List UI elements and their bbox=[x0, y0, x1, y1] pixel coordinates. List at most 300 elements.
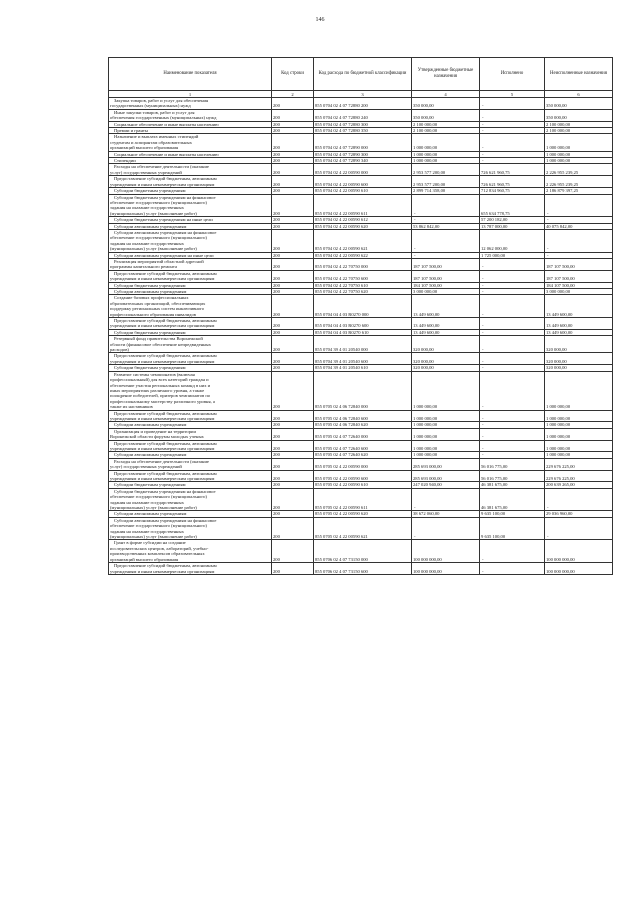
row-line-code: 200 bbox=[272, 517, 314, 540]
row-budget-code: 855 0705 02 4 06 72840 620 bbox=[314, 422, 412, 428]
row-budget-code: 855 0704 39 4 01 20540 000 bbox=[314, 336, 412, 353]
row-approved: 2 899 714 358,00 bbox=[412, 188, 480, 194]
row-name bbox=[109, 295, 272, 318]
row-budget-code: 855 0704 04 4 03 R0270 610 bbox=[314, 329, 412, 335]
row-approved: - bbox=[412, 488, 480, 511]
row-unexecuted: 2 226 955 239,25 bbox=[545, 164, 613, 176]
row-budget-code: 855 0705 02 4 22 00590 600 bbox=[314, 470, 412, 482]
row-unexecuted: 320 000,00 bbox=[545, 336, 613, 353]
row-line-code: 200 bbox=[272, 428, 314, 440]
column-number: 1 bbox=[109, 91, 272, 98]
table-row bbox=[109, 270, 613, 282]
row-budget-code: 855 0705 02 4 22 00590 611 bbox=[314, 488, 412, 511]
row-name-line: учреждениям и иным некоммерческим организациям bbox=[110, 276, 215, 282]
row-budget-code: 855 0704 02 4 22 00590 600 bbox=[314, 176, 412, 188]
row-executed: - bbox=[480, 121, 545, 127]
row-budget-code: 855 0704 02 4 22 00590 611 bbox=[314, 194, 412, 217]
row-name-line: учреждениям и иным некоммерческим организациям bbox=[110, 323, 215, 329]
row-budget-code: 855 0705 02 4 07 72640 620 bbox=[314, 452, 412, 458]
row-name-line: Социальное обеспечение и иные выплаты населению bbox=[114, 151, 219, 157]
row-approved: 2 100 000,00 bbox=[412, 121, 480, 127]
table-row bbox=[109, 229, 613, 252]
row-budget-code: 855 0705 02 4 06 72840 600 bbox=[314, 410, 412, 422]
row-budget-code: 855 0704 04 4 03 R0270 600 bbox=[314, 318, 412, 330]
row-line-code: 200 bbox=[272, 365, 314, 371]
row-budget-code: 855 0704 39 4 01 20540 600 bbox=[314, 353, 412, 365]
row-name-line: учреждениям и иным некоммерческим организациям bbox=[110, 476, 215, 481]
row-unexecuted: 2 186 879 397,25 bbox=[545, 188, 613, 194]
row-unexecuted: 100 000 000,00 bbox=[545, 563, 613, 575]
row-name-line: Предоставление субсидий бюджетным, автономным bbox=[114, 410, 217, 416]
row-name-line: Грант в форме субсидии на создание bbox=[114, 540, 186, 546]
row-name-line: программы капитального ремонта bbox=[110, 264, 177, 270]
row-line-code: 200 bbox=[272, 158, 314, 164]
row-name-line: Иные закупки товаров, работ и услуг для bbox=[114, 109, 195, 115]
table-row bbox=[109, 470, 613, 482]
row-executed: 1 725 000,00 bbox=[480, 252, 545, 258]
row-unexecuted: 320 000,00 bbox=[545, 353, 613, 365]
row-executed: 712 834 960,75 bbox=[480, 188, 545, 194]
header-unexecuted: Неисполненные назначения bbox=[545, 58, 613, 91]
row-budget-code: 855 0704 02 4 22 00590 612 bbox=[314, 217, 412, 223]
row-line-code: 200 bbox=[272, 223, 314, 229]
row-budget-code: 855 0704 02 4 07 72890 340 bbox=[314, 158, 412, 164]
row-budget-code: 855 0704 02 4 22 00590 620 bbox=[314, 223, 412, 229]
row-line-code: 200 bbox=[272, 282, 314, 288]
row-approved: - bbox=[412, 217, 480, 223]
row-line-code: 200 bbox=[272, 194, 314, 217]
row-budget-code: 855 0704 02 4 07 72890 300 bbox=[314, 151, 412, 157]
row-name-line: профессионального образования инвалидов bbox=[110, 311, 196, 317]
row-approved: 320 000,00 bbox=[412, 336, 480, 353]
row-executed: - bbox=[480, 365, 545, 371]
row-name bbox=[109, 410, 272, 422]
row-approved: 53 862 842,00 bbox=[412, 223, 480, 229]
row-name-line: Субсидии автономным учреждениям bbox=[114, 452, 187, 458]
row-approved: 285 693 000,00 bbox=[412, 470, 480, 482]
row-name-line: обеспечение государственного (муниципального) bbox=[110, 523, 207, 529]
row-name-line: профессиональному мастерству различного уровня, а bbox=[110, 398, 215, 404]
row-name bbox=[109, 458, 272, 470]
row-name-line: (муниципальных) услуг (выполнение работ) bbox=[110, 210, 197, 216]
row-name-line: обеспечения государственных (муниципальных) нужд bbox=[110, 115, 217, 121]
row-name bbox=[109, 258, 272, 270]
row-line-code: 200 bbox=[272, 217, 314, 223]
row-executed: - bbox=[480, 540, 545, 563]
row-name-line: услуг) государственных учреждений bbox=[110, 169, 182, 175]
row-name-line: услуг) государственных учреждений bbox=[110, 464, 182, 470]
row-approved: - bbox=[412, 252, 480, 258]
row-name-line: задания на оказание государственных bbox=[110, 528, 184, 534]
row-name bbox=[109, 440, 272, 452]
row-name-line: поощрение победителей, призеров чемпионатов по bbox=[110, 393, 211, 399]
row-budget-code: 855 0704 39 4 01 20540 610 bbox=[314, 365, 412, 371]
row-budget-code: 855 0705 02 4 22 00590 000 bbox=[314, 458, 412, 470]
row-approved: 184 107 500,00 bbox=[412, 282, 480, 288]
row-budget-code: 855 0704 02 4 07 72880 300 bbox=[314, 121, 412, 127]
row-budget-code: 855 0704 04 4 03 R0270 000 bbox=[314, 295, 412, 318]
row-unexecuted: 3 000 000,00 bbox=[545, 289, 613, 295]
row-approved: 2 953 577 200,00 bbox=[412, 176, 480, 188]
row-name-line: области (финансовое обеспечение непредвиденных bbox=[110, 341, 211, 347]
row-unexecuted: 320 000,00 bbox=[545, 365, 613, 371]
row-name bbox=[109, 353, 272, 365]
table-row bbox=[109, 176, 613, 188]
row-executed: 57 200 182,00 bbox=[480, 217, 545, 223]
row-approved: 350 000,00 bbox=[412, 98, 480, 110]
column-number-row bbox=[109, 91, 613, 98]
row-name-line: учреждениям и иным некоммерческим организациям bbox=[110, 181, 215, 187]
row-name-line: обеспечение государственного (муниципального) bbox=[110, 199, 207, 205]
row-unexecuted: 200 639 265,00 bbox=[545, 482, 613, 488]
row-executed: - bbox=[480, 151, 545, 157]
row-name-line: расходов) bbox=[110, 347, 129, 353]
row-approved: - bbox=[412, 194, 480, 217]
row-unexecuted: 184 107 500,00 bbox=[545, 282, 613, 288]
row-budget-code: 855 0705 02 4 07 72640 600 bbox=[314, 440, 412, 452]
row-name bbox=[109, 428, 272, 440]
row-unexecuted: - bbox=[545, 194, 613, 217]
row-name-line: учреждениям и иным некоммерческим организациям bbox=[110, 445, 215, 451]
row-unexecuted: 13 449 600,00 bbox=[545, 329, 613, 335]
row-approved: 1 000 000,00 bbox=[412, 452, 480, 458]
row-unexecuted: 2 100 000,00 bbox=[545, 128, 613, 134]
table-row bbox=[109, 295, 613, 318]
row-unexecuted: 100 000 000,00 bbox=[545, 540, 613, 563]
row-unexecuted: 1 000 000,00 bbox=[545, 410, 613, 422]
row-line-code: 200 bbox=[272, 134, 314, 151]
row-name-line: Субсидии бюджетным учреждениям bbox=[114, 482, 186, 488]
row-budget-code: 855 0704 02 4 22 70750 610 bbox=[314, 282, 412, 288]
row-name-line: исследовательских центров, лабораторий, учебно- bbox=[110, 545, 209, 551]
row-name-line: задания на оказание государственных bbox=[110, 205, 184, 211]
row-executed: - bbox=[480, 329, 545, 335]
row-executed: - bbox=[480, 98, 545, 110]
row-name-line: иных мероприятиях различного уровня, а также bbox=[110, 387, 205, 393]
row-line-code: 200 bbox=[272, 289, 314, 295]
row-line-code: 200 bbox=[272, 452, 314, 458]
row-unexecuted: 1 000 000,00 bbox=[545, 440, 613, 452]
row-line-code: 200 bbox=[272, 258, 314, 270]
header-row bbox=[109, 58, 613, 91]
row-executed: - bbox=[480, 353, 545, 365]
row-unexecuted: 2 226 955 239,25 bbox=[545, 176, 613, 188]
row-unexecuted: 1 000 000,00 bbox=[545, 158, 613, 164]
row-name-line: организаций высшего образования bbox=[110, 556, 179, 562]
row-name bbox=[109, 488, 272, 511]
row-approved: 1 000 000,00 bbox=[412, 428, 480, 440]
row-line-code: 200 bbox=[272, 336, 314, 353]
row-executed: 9 635 100,00 bbox=[480, 511, 545, 517]
row-unexecuted: 13 449 600,00 bbox=[545, 295, 613, 318]
row-budget-code: 855 0705 02 4 22 00590 620 bbox=[314, 511, 412, 517]
row-name bbox=[109, 336, 272, 353]
row-line-code: 200 bbox=[272, 229, 314, 252]
row-line-code: 200 bbox=[272, 540, 314, 563]
table-row bbox=[109, 109, 613, 121]
row-name-line: Создание базовых профессиональных bbox=[114, 295, 189, 301]
row-unexecuted: - bbox=[545, 229, 613, 252]
row-name-line: Реализация мероприятий областной адресной bbox=[114, 258, 204, 264]
row-line-code: 200 bbox=[272, 270, 314, 282]
row-name bbox=[109, 98, 272, 110]
row-executed: 13 787 000,00 bbox=[480, 223, 545, 229]
row-line-code: 200 bbox=[272, 410, 314, 422]
row-name bbox=[109, 540, 272, 563]
row-approved: 247 020 940,00 bbox=[412, 482, 480, 488]
row-name-line: Субсидии автономным учреждениям на иные цели bbox=[114, 252, 214, 258]
row-unexecuted: 229 676 225,00 bbox=[545, 470, 613, 482]
row-executed: 12 062 000,00 bbox=[480, 229, 545, 252]
row-name-line: Субсидии бюджетным учреждениям bbox=[114, 282, 186, 288]
row-name bbox=[109, 164, 272, 176]
header-executed: Исполнено bbox=[480, 58, 545, 91]
header-line-code: Код строки bbox=[272, 58, 314, 91]
row-name-line: Предоставление субсидий бюджетным, автономным bbox=[114, 563, 217, 569]
row-name-line: задания на оказание государственных bbox=[110, 499, 184, 505]
row-line-code: 200 bbox=[272, 511, 314, 517]
row-approved: 1 000 000,00 bbox=[412, 440, 480, 452]
row-executed: - bbox=[480, 289, 545, 295]
row-approved: 1 000 000,00 bbox=[412, 410, 480, 422]
row-executed: 46 381 675,00 bbox=[480, 488, 545, 511]
column-number: 6 bbox=[545, 91, 613, 98]
row-unexecuted: 1 000 000,00 bbox=[545, 452, 613, 458]
row-unexecuted: 187 107 500,00 bbox=[545, 270, 613, 282]
row-name-line: Предоставление субсидий бюджетным, автономным bbox=[114, 318, 217, 324]
row-line-code: 200 bbox=[272, 488, 314, 511]
column-number: 5 bbox=[480, 91, 545, 98]
row-unexecuted: 1 000 000,00 bbox=[545, 422, 613, 428]
table-row bbox=[109, 517, 613, 540]
row-approved: 320 000,00 bbox=[412, 365, 480, 371]
table-row bbox=[109, 440, 613, 452]
row-executed: - bbox=[480, 440, 545, 452]
row-line-code: 200 bbox=[272, 98, 314, 110]
row-line-code: 200 bbox=[272, 440, 314, 452]
row-name bbox=[109, 318, 272, 330]
row-line-code: 200 bbox=[272, 422, 314, 428]
row-executed: 9 635 100,00 bbox=[480, 517, 545, 540]
row-name-line: Субсидии бюджетным учреждениям на финансовое bbox=[114, 488, 216, 494]
row-name-line: Премии и гранты bbox=[114, 128, 149, 134]
row-name bbox=[109, 563, 272, 575]
row-name bbox=[109, 229, 272, 252]
row-unexecuted: 350 000,00 bbox=[545, 109, 613, 121]
row-executed: - bbox=[480, 410, 545, 422]
row-name-line: Субсидии автономным учреждениям bbox=[114, 223, 187, 229]
row-approved: 320 000,00 bbox=[412, 353, 480, 365]
row-name-line: учреждениям и иным некоммерческим организациям bbox=[110, 358, 215, 364]
row-name-line: обеспечение участия региональных команд в них и bbox=[110, 382, 211, 388]
row-name-line: Субсидии автономным учреждениям bbox=[114, 511, 187, 517]
row-executed: 726 621 960,75 bbox=[480, 176, 545, 188]
page-number: 146 bbox=[315, 17, 325, 23]
table-row bbox=[109, 336, 613, 353]
row-name bbox=[109, 270, 272, 282]
row-budget-code: 855 0704 02 4 07 72890 000 bbox=[314, 134, 412, 151]
row-executed: - bbox=[480, 109, 545, 121]
row-approved: 13 449 600,00 bbox=[412, 295, 480, 318]
row-budget-code: 855 0704 02 4 07 72880 350 bbox=[314, 128, 412, 134]
row-line-code: 200 bbox=[272, 109, 314, 121]
table-row bbox=[109, 258, 613, 270]
table-row bbox=[109, 98, 613, 110]
row-name bbox=[109, 371, 272, 410]
row-name bbox=[109, 109, 272, 121]
row-approved: 187 107 500,00 bbox=[412, 270, 480, 282]
row-executed: - bbox=[480, 295, 545, 318]
row-name bbox=[109, 134, 272, 151]
row-unexecuted: 40 075 842,00 bbox=[545, 223, 613, 229]
row-budget-code: 855 0704 02 4 07 72880 240 bbox=[314, 109, 412, 121]
table-row bbox=[109, 488, 613, 511]
row-line-code: 200 bbox=[272, 176, 314, 188]
row-executed: 726 621 960,75 bbox=[480, 164, 545, 176]
row-name-line: студентам и аспирантам образовательных bbox=[110, 139, 192, 145]
row-budget-code: 855 0704 02 4 22 70750 620 bbox=[314, 289, 412, 295]
row-executed: - bbox=[480, 318, 545, 330]
table-row bbox=[109, 371, 613, 410]
row-budget-code: 855 0704 02 4 22 00590 610 bbox=[314, 188, 412, 194]
header-approved: Утвержденные бюджетные назначения bbox=[412, 58, 480, 91]
row-name-line: Развитие системы чемпионатов (включая bbox=[114, 371, 195, 377]
row-approved: 350 000,00 bbox=[412, 109, 480, 121]
row-name-line: Предоставление субсидий бюджетным, автономным bbox=[114, 176, 217, 182]
row-approved: 1 000 000,00 bbox=[412, 158, 480, 164]
row-budget-code: 855 0704 02 4 22 00590 621 bbox=[314, 229, 412, 252]
row-name-line: образовательных организаций, обеспечивающих bbox=[110, 300, 206, 306]
row-name-line: Назначение и выплата именных стипендий bbox=[114, 134, 199, 140]
row-executed: 655 634 778,75 bbox=[480, 194, 545, 217]
row-unexecuted: 229 676 225,00 bbox=[545, 458, 613, 470]
row-approved: 1 000 000,00 bbox=[412, 422, 480, 428]
row-unexecuted: - bbox=[545, 252, 613, 258]
row-unexecuted: 350 000,00 bbox=[545, 98, 613, 110]
row-line-code: 200 bbox=[272, 188, 314, 194]
row-name-line: обеспечение государственного (муниципального) bbox=[110, 235, 207, 241]
row-name-line: Закупка товаров, работ и услуг для обеспечения bbox=[114, 98, 209, 103]
row-budget-code: 855 0704 02 4 22 00590 622 bbox=[314, 252, 412, 258]
row-approved: 100 000 000,00 bbox=[412, 563, 480, 575]
table-row bbox=[109, 318, 613, 330]
row-executed: - bbox=[480, 422, 545, 428]
row-unexecuted: - bbox=[545, 517, 613, 540]
row-name-line: Субсидии бюджетным учреждениям на финансовое bbox=[114, 194, 216, 200]
row-name-line: Резервный фонд правительства Воронежской bbox=[114, 336, 203, 342]
row-line-code: 200 bbox=[272, 318, 314, 330]
row-executed: - bbox=[480, 258, 545, 270]
budget-execution-table bbox=[108, 57, 613, 575]
row-name-line: поддержку региональных систем инклюзивного bbox=[110, 306, 205, 312]
row-approved: 2 100 000,00 bbox=[412, 128, 480, 134]
table-body bbox=[109, 98, 613, 575]
row-line-code: 200 bbox=[272, 329, 314, 335]
row-approved: - bbox=[412, 517, 480, 540]
row-line-code: 200 bbox=[272, 128, 314, 134]
header-budget-code: Код расхода по бюджетной классификации bbox=[314, 58, 412, 91]
row-approved: 13 449 600,00 bbox=[412, 329, 480, 335]
row-line-code: 200 bbox=[272, 252, 314, 258]
row-line-code: 200 bbox=[272, 470, 314, 482]
row-name-line: задания на оказание государственных bbox=[110, 240, 184, 246]
row-name bbox=[109, 517, 272, 540]
row-executed: 56 016 775,00 bbox=[480, 458, 545, 470]
row-line-code: 200 bbox=[272, 482, 314, 488]
row-budget-code: 855 0706 02 4 07 73150 000 bbox=[314, 540, 412, 563]
row-name-line: Предоставление субсидий бюджетным, автономным bbox=[114, 440, 217, 446]
row-name-line: Расходы на обеспечение деятельности (оказание bbox=[114, 164, 209, 170]
row-name-line: производственных комплексов образовательных bbox=[110, 551, 205, 557]
row-executed: 46 381 675,00 bbox=[480, 482, 545, 488]
row-budget-code: 855 0704 02 4 22 70750 000 bbox=[314, 258, 412, 270]
row-name-line: Предоставление субсидий бюджетным, автономным bbox=[114, 470, 217, 476]
row-approved: 1 000 000,00 bbox=[412, 371, 480, 410]
row-name-line: (муниципальных) услуг (выполнение работ) bbox=[110, 534, 197, 540]
row-name-line: Субсидии автономным учреждениям на финансовое bbox=[114, 517, 217, 523]
row-budget-code: 855 0705 02 4 22 00590 610 bbox=[314, 482, 412, 488]
row-line-code: 200 bbox=[272, 458, 314, 470]
row-unexecuted: 1 000 000,00 bbox=[545, 428, 613, 440]
row-line-code: 200 bbox=[272, 295, 314, 318]
row-line-code: 200 bbox=[272, 164, 314, 176]
table-row bbox=[109, 563, 613, 575]
row-executed: - bbox=[480, 158, 545, 164]
row-name-line: Субсидии бюджетным учреждениям на иные цели bbox=[114, 217, 213, 223]
row-name-line: также их наставников bbox=[110, 404, 153, 410]
table-row bbox=[109, 353, 613, 365]
header-name: Наименование показателя bbox=[109, 58, 272, 91]
row-executed: - bbox=[480, 282, 545, 288]
row-unexecuted: 1 000 000,00 bbox=[545, 151, 613, 157]
row-name-line: организаций высшего образования bbox=[110, 145, 179, 151]
row-approved: 1 000 000,00 bbox=[412, 151, 480, 157]
row-executed: - bbox=[480, 563, 545, 575]
row-approved: 38 672 060,00 bbox=[412, 511, 480, 517]
row-executed: - bbox=[480, 371, 545, 410]
row-line-code: 200 bbox=[272, 563, 314, 575]
table-row bbox=[109, 540, 613, 563]
row-approved: 3 000 000,00 bbox=[412, 289, 480, 295]
row-name-line: профессиональный) для всех категорий граждан и bbox=[110, 377, 209, 383]
row-executed: - bbox=[480, 336, 545, 353]
column-number: 2 bbox=[272, 91, 314, 98]
table-row bbox=[109, 428, 613, 440]
row-line-code: 200 bbox=[272, 121, 314, 127]
row-budget-code: 855 0705 02 4 22 00590 621 bbox=[314, 517, 412, 540]
row-name-line: Предоставление субсидий бюджетным, автономным bbox=[114, 270, 217, 276]
row-approved: 187 107 500,00 bbox=[412, 258, 480, 270]
row-budget-code: 855 0704 02 4 07 72880 200 bbox=[314, 98, 412, 110]
row-name-line: Воронежской области форумы молодых ученых bbox=[110, 434, 204, 440]
row-name-line: Социальное обеспечение и иные выплаты населению bbox=[114, 121, 219, 127]
row-unexecuted: 29 036 960,00 bbox=[545, 511, 613, 517]
row-budget-code: 855 0704 02 4 22 00590 000 bbox=[314, 164, 412, 176]
table-row bbox=[109, 194, 613, 217]
row-budget-code: 855 0706 02 4 07 73150 600 bbox=[314, 563, 412, 575]
row-name bbox=[109, 470, 272, 482]
row-name-line: учреждениям и иным некоммерческим организациям bbox=[110, 415, 215, 421]
row-approved: 1 000 000,00 bbox=[412, 134, 480, 151]
table-row bbox=[109, 410, 613, 422]
row-line-code: 200 bbox=[272, 151, 314, 157]
row-unexecuted: 2 100 000,00 bbox=[545, 121, 613, 127]
row-executed: - bbox=[480, 428, 545, 440]
row-approved: 100 000 000,00 bbox=[412, 540, 480, 563]
row-name-line: обеспечение государственного (муниципального) bbox=[110, 494, 207, 500]
row-unexecuted: 187 107 500,00 bbox=[545, 258, 613, 270]
row-name-line: Субсидии автономным учреждениям bbox=[114, 289, 187, 294]
